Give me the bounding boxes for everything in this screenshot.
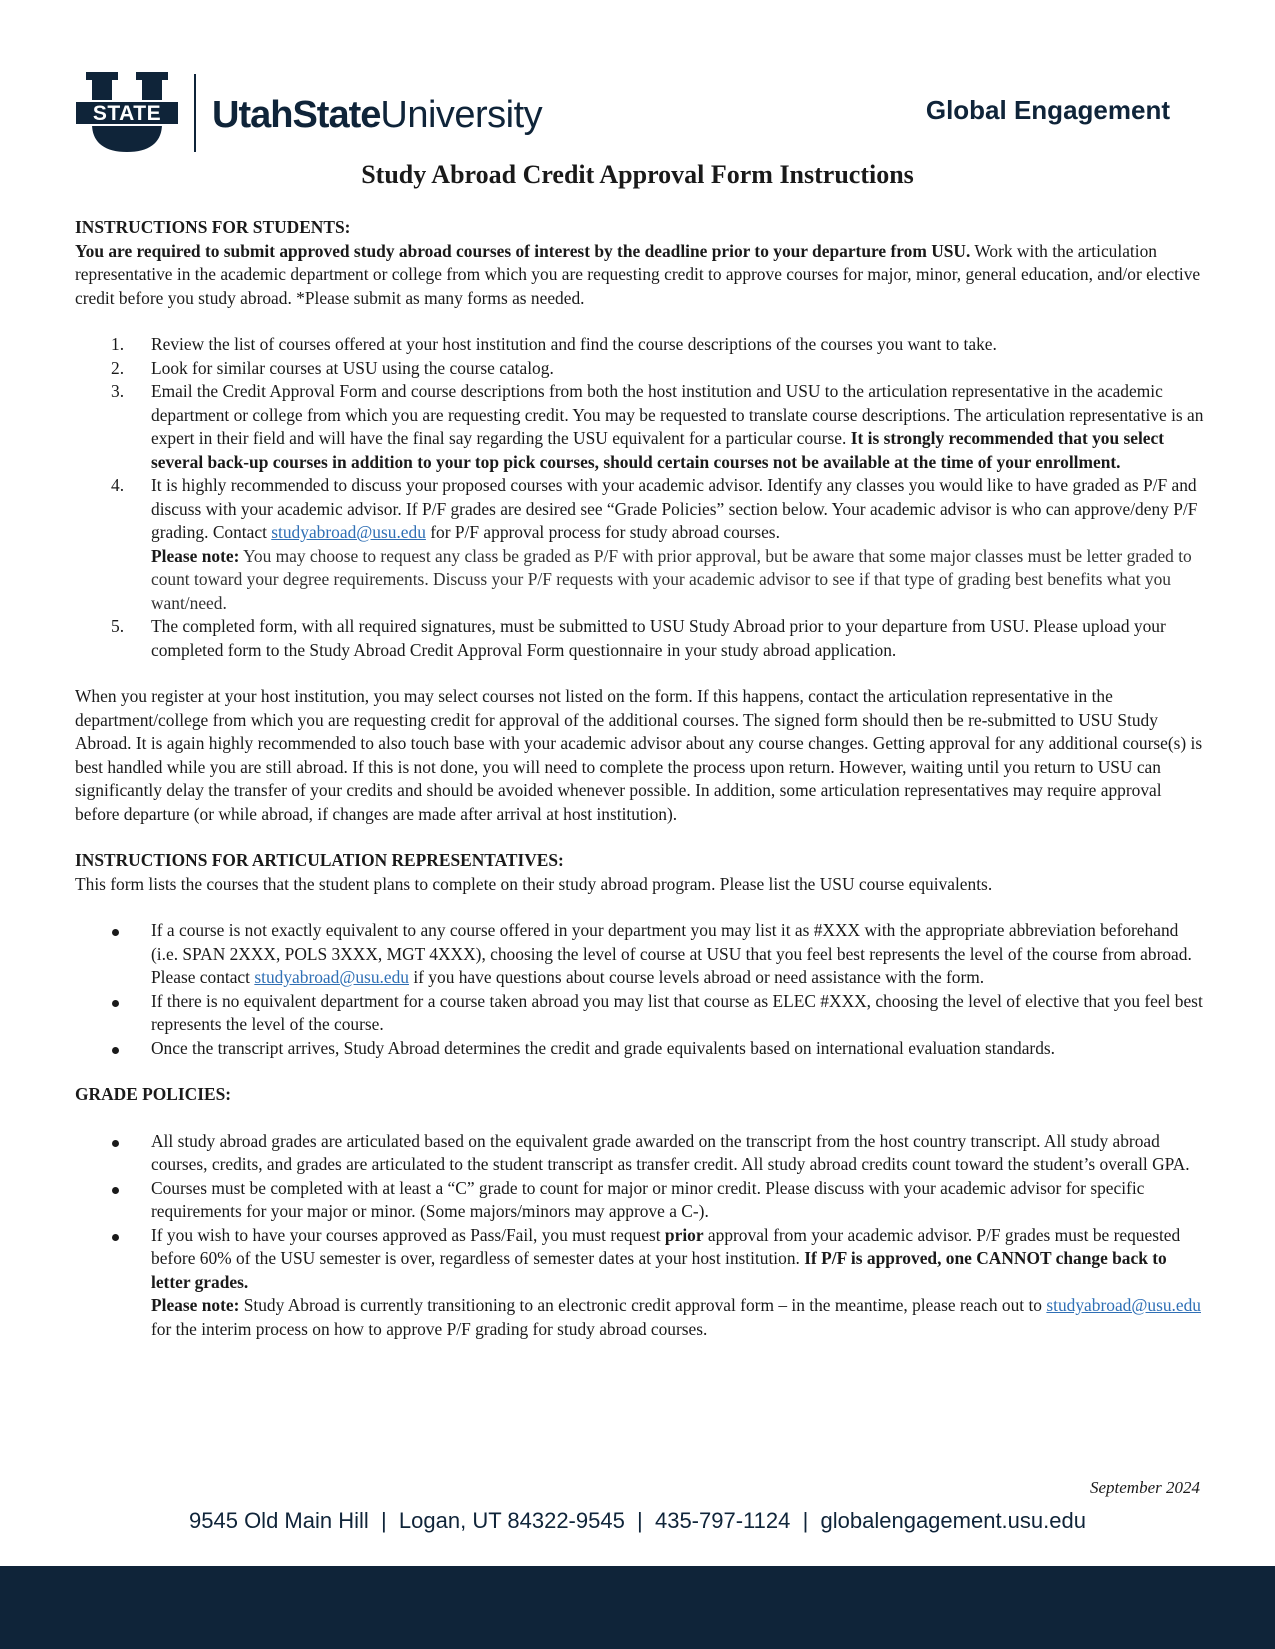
bold-prior: prior: [664, 1224, 704, 1245]
step-text: Look for similar courses at USU using the course catalog.: [151, 357, 554, 378]
spacer: [75, 826, 1205, 849]
bold-warning: If P/F is approved, one CANNOT change back to letter grades.: [151, 1248, 1167, 1292]
register-paragraph: When you register at your host institution, you may select courses not listed on the form. If this happens, contact the articulation representative in the department/college from which you are requesting credit for approval of the additional courses. The signed form should then be re-submitted to USU Study Abroad. It is again highly recommended to also touch base with your academic advisor about any course changes. Getting approval for any additional course(s) is best handled while you are still abroad. If this is not done, you will need to complete the process upon return. However, waiting until you return to USU can significantly delay the transfer of your credits and should be avoided whenever possible. In addition, some articulation representatives may require approval before departure (or while abroad, if changes are made after arrival at host institution).: [75, 686, 1203, 824]
bullet-icon: [112, 1234, 119, 1241]
step-number: 3.: [111, 381, 125, 401]
studyabroad-email-link[interactable]: studyabroad@usu.edu: [254, 967, 409, 987]
step-number: 1.: [111, 334, 125, 354]
state-u-logo-icon: [74, 72, 180, 154]
bullet-text: All study abroad grades are articulated based on the equivalent grade awarded on the transcript from the host country transcript. All study abroad courses, credits, and grades are articulated to the student transcript as transfer credit. All study abroad credits count toward the student’s overall GPA.: [151, 1130, 1190, 1174]
reps-intro: This form lists the courses that the student plans to complete on their study abroad program. Please list the USU course equivalents.: [75, 873, 993, 894]
revision-date: September 2024: [1089, 1478, 1200, 1497]
reps-heading: INSTRUCTIONS FOR ARTICULATION REPRESENTATIVES:: [75, 850, 564, 870]
document-body: [75, 216, 1205, 1341]
bullet-text: approval from your academic advisor. P/F grades must be requested before 60% of the USU semester is over, regardless of semester dates at your host institution.: [151, 1224, 1181, 1268]
bullet-text: If a course is not exactly equivalent to any course offered in your department you may list it as #XXX with the appropriate abbreviation beforehand (i.e. SPAN 2XXX, POLS 3XXX, MGT 4XXX), choosing the level of course at USU that you feel best represents the level of the course from abroad. Please contact: [151, 920, 1192, 987]
note-text-end: for the interim process on how to approve P/F grading for study abroad courses.: [151, 1318, 708, 1339]
step-text: It is highly recommended to discuss your proposed courses with your academic advisor. Identify any classes you would like to have graded as P/F and discuss with your academic advisor. If P/F grades are desired see “Grade Policies” section below. Your academic advisor is who can approve/deny P/F grading. Contact: [151, 475, 1198, 542]
students-intro-bold: You are required to submit approved study abroad courses of interest by the deadline prior to your departure from USU.: [75, 240, 971, 261]
page-header: [74, 72, 1215, 154]
bullet-icon: [112, 929, 119, 936]
step-text: Email the Credit Approval Form and course descriptions from both the host institution and USU to the articulation representative in the academic department or college from which you are requesting credit. You may be requested to translate course descriptions. The articulation representative is an expert in their field and will have the final say regarding the USU equivalent for a particular course.: [151, 381, 1204, 448]
note-label: Please note:: [151, 545, 240, 566]
bullet-text: If there is no equivalent department for a course taken abroad you may list that course as ELEC #XXX, choosing the level of elective that you feel best represents the level of the course.: [151, 990, 1203, 1034]
step-text: The completed form, with all required signatures, must be submitted to USU Study Abroad prior to your departure from USU. Please upload your completed form to the Study Abroad Credit Approval Form questionnaire in your study abroad application.: [151, 616, 1166, 660]
note-label: Please note:: [151, 1295, 240, 1315]
spacer: [75, 310, 1205, 333]
studyabroad-email-link[interactable]: studyabroad@usu.edu: [271, 522, 426, 542]
usu-state-u-logo: [74, 72, 180, 154]
list-item: [75, 1177, 1205, 1224]
university-wordmark: [212, 94, 542, 137]
list-item: [75, 919, 1205, 990]
bullet-icon: [112, 1047, 119, 1054]
bullet-text: Courses must be completed with at least a “C” grade to count for major or minor credit. Please discuss with your academic advisor for specific requirements for your major or minor. (Some majors/minors may approve a C-).: [151, 1177, 1145, 1221]
bullet-text: Once the transcript arrives, Study Abroad determines the credit and grade equivalents based on international evaluation standards.: [151, 1037, 1056, 1058]
logo-divider: [194, 74, 196, 152]
student-steps-list: [75, 333, 1205, 662]
list-item: [75, 380, 1205, 474]
list-item: [75, 1224, 1205, 1342]
list-item: [75, 357, 1205, 381]
reps-bullet-list: [75, 919, 1205, 1060]
department-name: Global Engagement: [925, 95, 1170, 125]
bullet-icon: [112, 1000, 119, 1007]
bullet-text: If you wish to have your courses approved as Pass/Fail, you must request: [151, 1224, 665, 1245]
students-intro: [75, 240, 1205, 311]
note-text: You may choose to request any class be graded as P/F with prior approval, but be aware that some major classes must be letter graded to count toward your degree requirements. Discuss your P/F requests with your academic advisor to see if that type of grading best benefits what you want/need.: [151, 545, 1192, 613]
svg-text:STATE: STATE: [92, 102, 162, 125]
step-number: 4.: [111, 475, 125, 495]
list-item: [75, 990, 1205, 1037]
students-intro-rest: Work with the articulation representative in the academic department or college from which you are requesting credit to approve courses for major, minor, general education, and/or elective credit before you study abroad. *Please submit as many forms as needed.: [75, 240, 1201, 308]
studyabroad-email-link[interactable]: studyabroad@usu.edu: [1046, 1295, 1201, 1315]
wordmark-bold: UtahState: [212, 94, 381, 136]
step-number: 5.: [111, 616, 125, 636]
page-title: Study Abroad Credit Approval Form Instructions: [361, 160, 914, 189]
bullet-text-after: if you have questions about course levels abroad or need assistance with the form.: [408, 967, 985, 987]
spacer: [75, 662, 1205, 685]
students-heading: INSTRUCTIONS FOR STUDENTS:: [75, 217, 351, 237]
spacer: [75, 1107, 1205, 1130]
step-number: 2.: [111, 357, 125, 378]
bullet-icon: [112, 1187, 119, 1194]
note-text: Study Abroad is currently transitioning to an electronic credit approval form – in the meantime, please reach out to: [239, 1295, 1047, 1315]
step-text-after: for P/F approval process for study abroad courses.: [425, 522, 780, 542]
step-bold-text: It is strongly recommended that you select several back-up courses in addition to your top pick courses, should certain courses not be available at the time of your enrollment.: [151, 428, 1165, 472]
bullet-icon: [112, 1140, 119, 1147]
list-item: [75, 474, 1205, 615]
footer-bar: [0, 1566, 1275, 1649]
list-item: [75, 1037, 1205, 1061]
grade-policies-list: [75, 1130, 1205, 1342]
step-text: Review the list of courses offered at your host institution and find the course descriptions of the courses you want to take.: [151, 334, 997, 354]
wordmark-regular: University: [380, 94, 543, 136]
spacer: [75, 1060, 1205, 1083]
list-item: [75, 615, 1205, 662]
footer-address: [0, 1508, 1275, 1534]
grade-policies-heading: GRADE POLICIES:: [75, 1084, 232, 1104]
spacer: [75, 896, 1205, 919]
footer-address-text: 9545 Old Main Hill | Logan, UT 84322-9545 | 435-797-1124 | globalengagement.usu.edu: [189, 1508, 1086, 1533]
list-item: [75, 333, 1205, 357]
list-item: [75, 1130, 1205, 1177]
